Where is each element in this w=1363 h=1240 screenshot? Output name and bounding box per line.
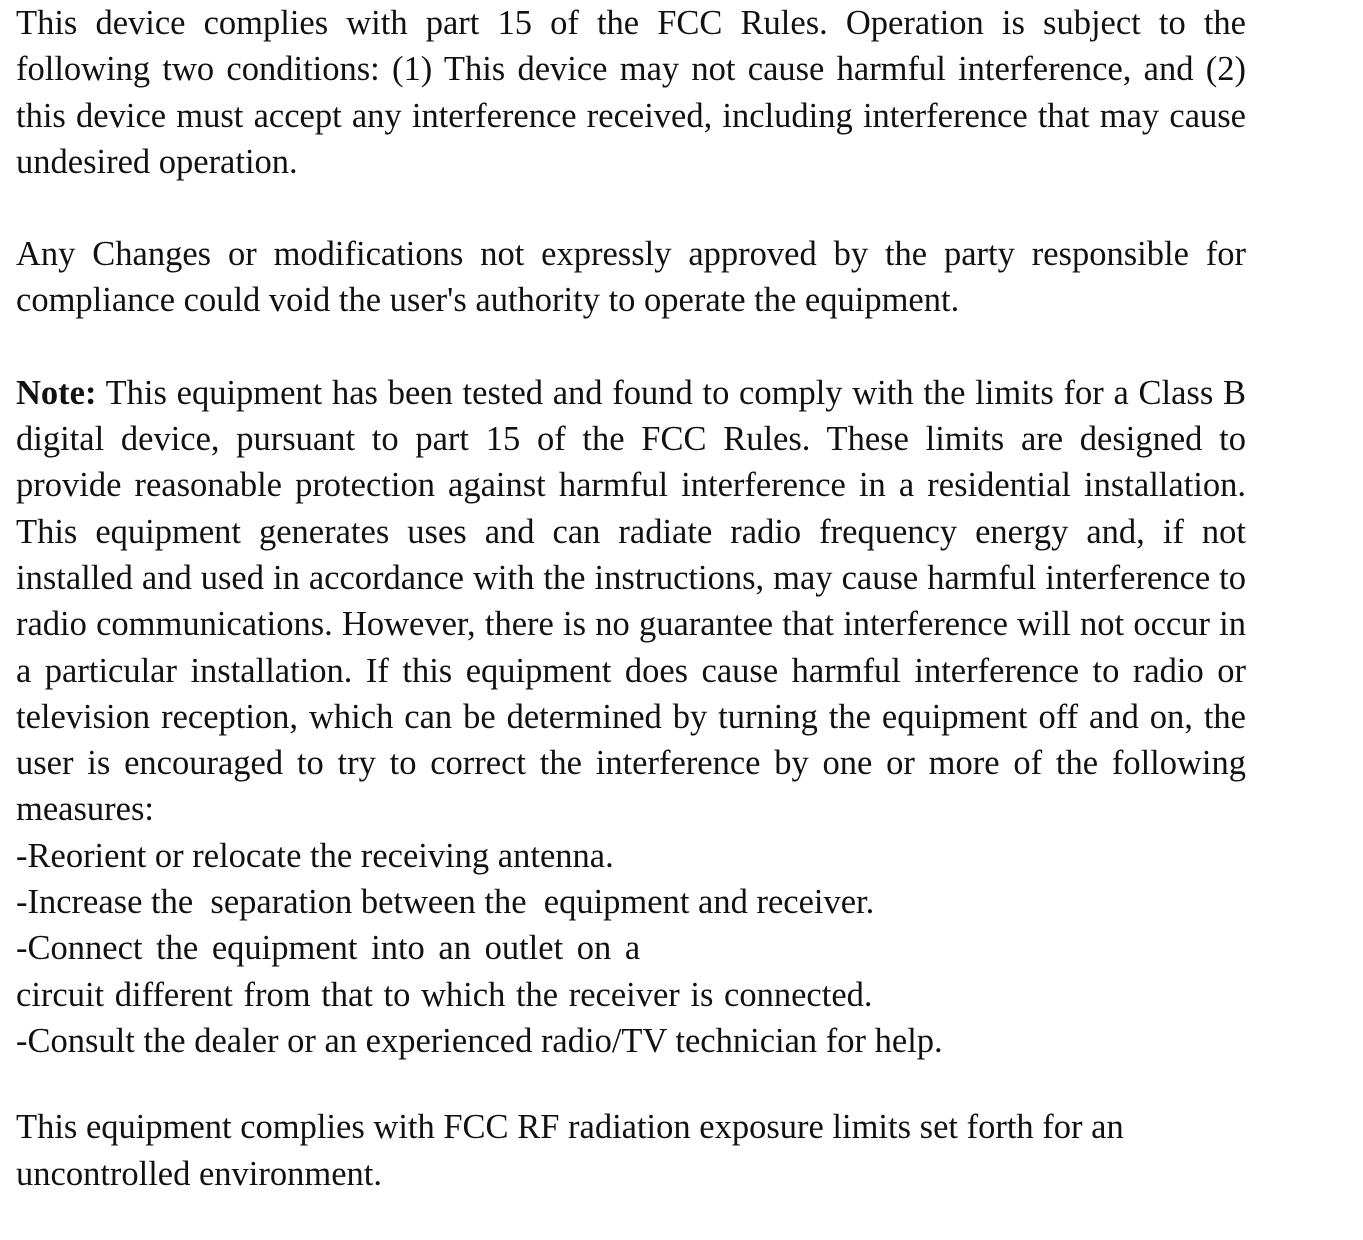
note-text: This equipment has been tested and found to comply with the limits for a Class B digital device, pursuant to part 15 of the FCC Rules. These limits are designed to provide reasonable protection against harmful interference in a residential installation. This equipment generates uses and can radiate radio frequency energy and, if not installed and used in accordance with the instructions, may cause harmful interference to radio communications. However, there is no guarantee that interference will not occur in a particular installation. If this equipment does cause harmful interference to radio or television reception, which can be determined by turning the equipment off and on, the user is encouraged to try to correct the interference by one or more of the following measures: (16, 373, 1246, 829)
rf-exposure-paragraph (16, 1104, 1246, 1197)
modifications-warning-paragraph: Any Changes or modifications not expressly approved by the party responsible for compliance could void the user's authority to operate the equipment. (16, 235, 1246, 320)
paragraph-gap (16, 185, 1246, 231)
measures-list (16, 833, 1246, 1064)
rf-exposure-line: This equipment complies with FCC RF radiation exposure limits set forth for an (16, 1108, 1124, 1147)
compliance-paragraph: This device complies with part 15 of the FCC Rules. Operation is subject to the following two conditions: (1) This device may not cause harmful interference, and (2) this device must accept any interference received, including interference that may cause undesired operation. (16, 4, 1246, 181)
measure-item: -Increase the separation between the equipment and receiver. (16, 883, 875, 922)
measure-item: -Consult the dealer or an experienced radio/TV technician for help. (16, 1021, 943, 1060)
measure-item: -Reorient or relocate the receiving antenna. (16, 836, 614, 875)
measure-item: circuit different from that to which the receiver is connected. (16, 975, 873, 1014)
measure-item: -Connect the equipment into an outlet on a (16, 929, 641, 968)
fcc-statement-document (16, 0, 1246, 1197)
rf-exposure-line: uncontrolled environment. (16, 1154, 382, 1193)
class-b-note-paragraph (16, 370, 1246, 833)
paragraph-gap (16, 1064, 1246, 1104)
note-label: Note: (16, 373, 97, 412)
paragraph-gap (16, 324, 1246, 370)
